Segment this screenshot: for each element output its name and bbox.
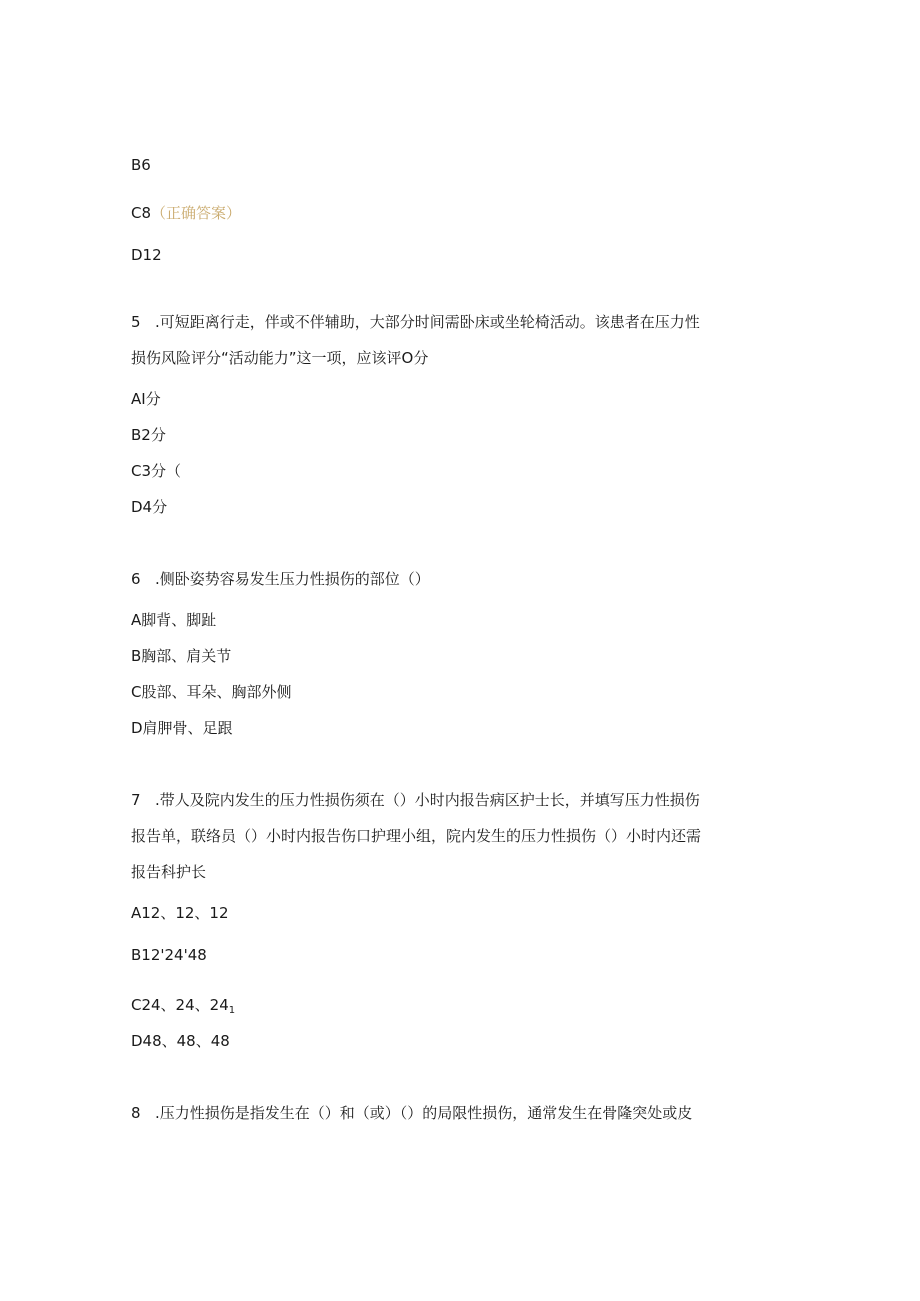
q8-number: 8 bbox=[131, 1104, 141, 1122]
q5-stem-part1: .可短距离行走，伴或不伴辅助，大部分时间需卧床或坐轮椅活动。该患者在压力性 bbox=[155, 313, 700, 331]
q5-text-line2: 损伤风险评分“活动能力”这一项，应该评O分 bbox=[131, 349, 429, 367]
q7-stem-part1: .带人及院内发生的压力性损伤须在（）小时内报告病区护士长，并填写压力性损伤 bbox=[155, 791, 700, 809]
q6-text bbox=[131, 569, 430, 589]
q5-text-line1 bbox=[131, 312, 700, 332]
q7-option-b: B12'24'48 bbox=[131, 946, 207, 964]
q5-option-d: D4分 bbox=[131, 498, 168, 516]
q7-option-c-subscript: 1 bbox=[228, 1005, 236, 1016]
q4-option-c bbox=[131, 203, 241, 223]
q7-text-line1 bbox=[131, 790, 700, 810]
correct-answer-note: （正确答案） bbox=[151, 204, 242, 222]
q5-option-b: B2分 bbox=[131, 426, 166, 444]
q7-option-c-text: C24、24、24 bbox=[131, 996, 229, 1014]
q7-text-line2: 报告单，联络员（）小时内报告伤口护理小组，院内发生的压力性损伤（）小时内还需 bbox=[131, 827, 702, 845]
q4-option-b: B6 bbox=[131, 156, 151, 174]
q8-text-line1 bbox=[131, 1103, 692, 1123]
q8-stem-part1: .压力性损伤是指发生在（）和（或）（）的局限性损伤，通常发生在骨隆突处或皮 bbox=[155, 1104, 693, 1122]
q7-number: 7 bbox=[131, 791, 141, 809]
q5-option-c: C3分（ bbox=[131, 462, 182, 480]
q6-option-b: B胸部、肩关节 bbox=[131, 647, 232, 665]
q4-option-d: D12 bbox=[131, 246, 162, 264]
q5-option-a: AI分 bbox=[131, 390, 161, 408]
q4-option-c-label: C8 bbox=[131, 204, 152, 222]
q6-option-d: D肩胛骨、足跟 bbox=[131, 719, 233, 737]
q7-text-line3: 报告科护长 bbox=[131, 863, 207, 881]
q6-number: 6 bbox=[131, 570, 141, 588]
q7-option-c bbox=[131, 995, 235, 1021]
q7-option-a: A12、12、12 bbox=[131, 904, 229, 922]
q6-option-c: C股部、耳朵、胸部外侧 bbox=[131, 683, 292, 701]
q6-stem: .侧卧姿势容易发生压力性损伤的部位（） bbox=[155, 570, 430, 588]
q6-option-a: A脚背、脚趾 bbox=[131, 611, 217, 629]
q5-number: 5 bbox=[131, 313, 141, 331]
q7-option-d: D48、48、48 bbox=[131, 1032, 230, 1050]
